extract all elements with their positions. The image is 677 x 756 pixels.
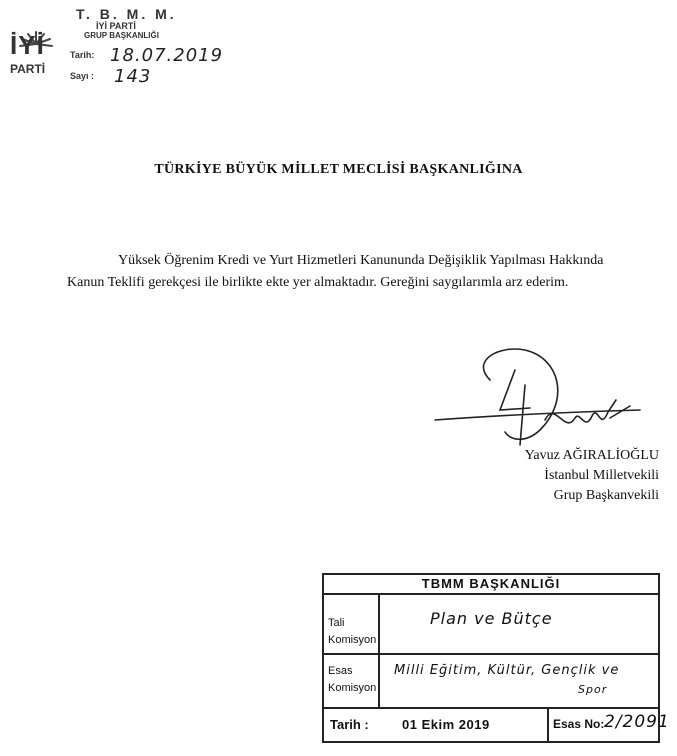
stamp-row-esas (324, 655, 658, 709)
handwritten-signature (430, 340, 650, 460)
registry-stamp (322, 573, 670, 743)
esas-komisyon-value-line-1: Milli Eğitim, Kültür, Gençlik ve (394, 663, 620, 678)
logo-wordmark: İYİ (10, 30, 45, 60)
esas-komisyon-label (324, 655, 380, 707)
logo-subtitle: PARTİ (10, 62, 46, 76)
stamp-row-date (324, 709, 670, 741)
date-value-handwritten: 18.07.2019 (110, 45, 224, 66)
signer-role-1: İstanbul Milletvekili (544, 468, 659, 483)
date-label: Tarih: (70, 50, 95, 60)
body-line-2: Kanun Teklifi gerekçesi ile birlikte ekte yer almaktadır. Gereğini saygılarımla arz ederim. (67, 275, 569, 290)
signer-name: Yavuz AĞIRALİOĞLU (524, 448, 659, 463)
document-title: TÜRKİYE BÜYÜK MİLLET MECLİSİ BAŞKANLIĞINA (154, 162, 523, 177)
stamp-date-label: Tarih : (330, 717, 369, 732)
body-line-1: Yüksek Öğrenim Kredi ve Yurt Hizmetleri Kanununda Değişiklik Yapılması Hakkında (118, 253, 604, 268)
number-label: Sayı : (70, 71, 95, 81)
header-party: İYİ PARTİ (96, 21, 136, 31)
stamp-divider (547, 709, 549, 741)
header-organization: T. B. M. M. (76, 6, 177, 22)
stamp-row-tali (324, 593, 658, 655)
esas-label-line-1: Esas (328, 665, 353, 677)
esas-no-value: 2/2091 (604, 712, 670, 732)
stamp-date-value: 01 Ekim 2019 (402, 717, 490, 732)
number-value-handwritten: 143 (114, 66, 152, 87)
esas-label-line-2: Komisyon (328, 682, 377, 694)
esas-komisyon-value-line-2: Spor (578, 683, 608, 696)
signer-role-2: Grup Başkanvekili (553, 488, 659, 503)
stamp-title: TBMM BAŞKANLIĞI (324, 575, 658, 595)
tali-label-line-2: Komisyon (328, 634, 377, 646)
header-group: GRUP BAŞKANLIĞI (84, 31, 159, 40)
esas-no-label: Esas No: (553, 717, 605, 731)
tali-komisyon-value: Plan ve Bütçe (430, 609, 553, 628)
tali-label-line-1: Tali (328, 617, 345, 629)
tali-komisyon-label (324, 593, 380, 653)
